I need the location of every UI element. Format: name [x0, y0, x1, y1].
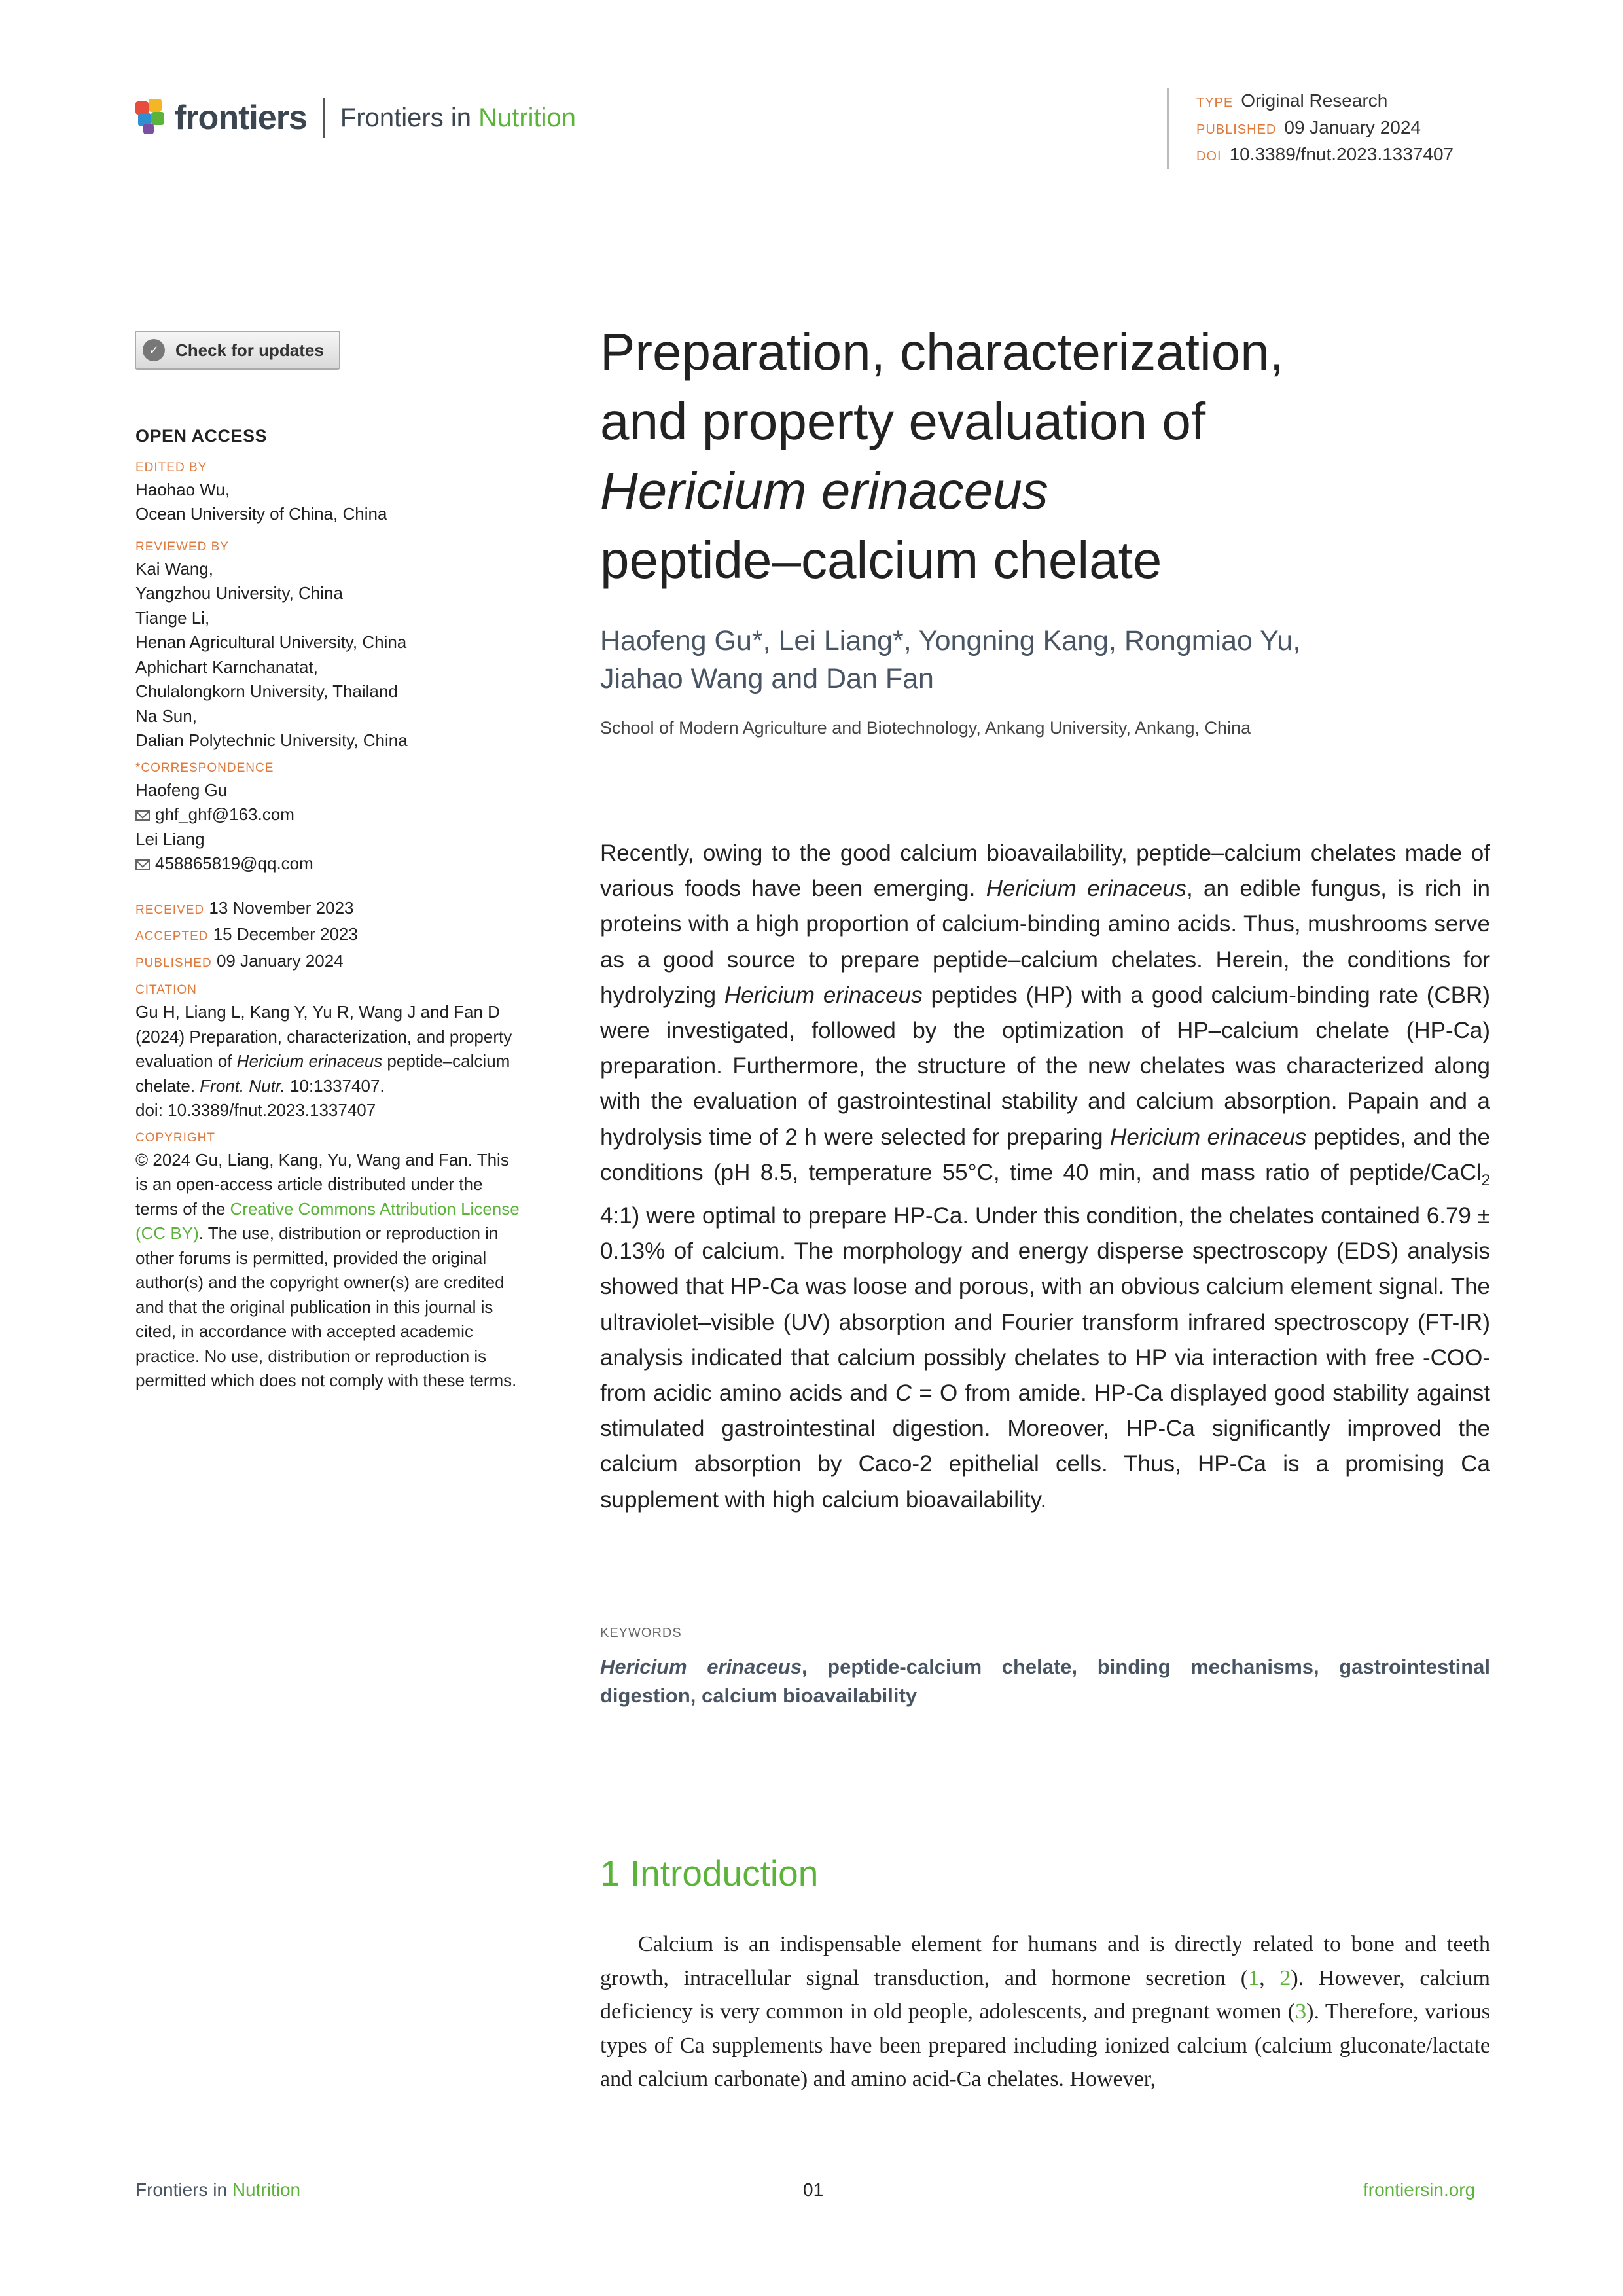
reviewer-line: Chulalongkorn University, Thailand [135, 681, 398, 701]
journal-logo [135, 98, 576, 137]
journal-name: Frontiers in Nutrition [340, 103, 577, 132]
reviewed-by-label: REVIEWED BY [135, 539, 229, 554]
copyright-label: COPYRIGHT [135, 1130, 215, 1145]
keywords: Hericium erinaceus, peptide-calcium chelate, binding mechanisms, gastrointestinal digestion, calcium bioavailability [600, 1655, 1490, 1707]
affiliation: School of Modern Agriculture and Biotechnology, Ankang University, Ankang, China [600, 718, 1251, 738]
check-updates-label: Check for updates [175, 340, 324, 360]
footer-site-link[interactable]: frontiersin.org [1363, 2179, 1476, 2200]
citation-link[interactable]: 3 [1295, 2000, 1307, 2024]
reviewer-line: Na Sun, [135, 706, 197, 726]
frontiers-logo-icon [135, 99, 168, 137]
cc-license-link[interactable]: Creative Commons Attribution License (CC BY) [135, 1198, 520, 1243]
copyright-text: © 2024 Gu, Liang, Kang, Yu, Wang and Fan. This is an open-access article distributed under the terms of the Creative Commons Attribution License (CC BY). The use, distribution or reproduction in other forums is permitted, provided the original author(s) and the copyright owner(s) are credited and that the original publication in this journal is cited, in accordance with accepted academic practice. No use, distribution or reproduction is permitted which does not comply with these terms. [135, 1149, 520, 1390]
sidebar-info [135, 424, 522, 1393]
correspondent-name: Lei Liang [135, 829, 205, 849]
reviewer-line: Kai Wang, [135, 558, 213, 579]
article-meta [1167, 88, 1454, 169]
citation-link[interactable]: 2 [1279, 1965, 1291, 1990]
mail-icon [135, 859, 150, 870]
logo-wordmark: frontiers [175, 99, 307, 137]
reviewer-line: Yangzhou University, China [135, 583, 343, 603]
correspondent-email[interactable]: 458865819@qq.com [135, 852, 522, 876]
meta-doi: DOI 10.3389/fnut.2023.1337407 [1196, 144, 1454, 164]
date-accepted: ACCEPTED 15 December 2023 [135, 924, 358, 944]
section-heading: 1 Introduction [600, 1853, 819, 1893]
edited-by-label: EDITED BY [135, 460, 207, 475]
correspondence-label: *CORRESPONDENCE [135, 761, 274, 775]
update-check-icon: ✓ [143, 339, 165, 361]
page-number: 01 [803, 2179, 824, 2200]
keywords-label: KEYWORDS [600, 1626, 682, 1640]
reviewer-line: Dalian Polytechnic University, China [135, 730, 408, 750]
meta-type: TYPE Original Research [1196, 90, 1388, 111]
check-updates-button[interactable] [135, 331, 340, 370]
logo-divider [323, 98, 325, 138]
date-received: RECEIVED 13 November 2023 [135, 897, 354, 918]
article-title: Preparation, characterization, and property evaluation of Hericium erinaceus peptide–calcium chelate [600, 323, 1284, 589]
author-list: Haofeng Gu*, Lei Liang*, Yongning Kang, Rongmiao Yu, Jiahao Wang and Dan Fan [600, 625, 1301, 694]
reviewer-line: Henan Agricultural University, China [135, 632, 407, 652]
footer-journal: Frontiers in Nutrition [135, 2179, 301, 2200]
editor-name: Haohao Wu, [135, 479, 230, 499]
open-access-label: OPEN ACCESS [135, 426, 268, 446]
abstract: Recently, owing to the good calcium bioavailability, peptide–calcium chelates made of various foods have been emerging. Hericium erinaceus, an edible fungus, is rich in proteins with a high proportion of calcium-binding amino acids. Thus, mushrooms serve as a good source to prepare peptide–calcium chelates. Herein, the conditions for hydrolyzing Hericium erinaceus peptides (HP) with a good calcium-binding rate (CBR) were investigated, followed by the optimization of HP–calcium chelate (HP-Ca) preparation. Furthermore, the structure of the new chelates was characterized along with the evaluation of gastrointestinal stability and calcium absorption. Papain and a hydrolysis time of 2 h were selected for preparing Hericium erinaceus peptides, and the conditions (pH 8.5, temperature 55°C, time 40 min, and mass ratio of peptide/CaCl$_2$ 4:1) were optimal to prepare HP-Ca. Under this condition, the chelates contained 6.79 ± 0.13% of calcium. The morphology and energy disperse spectroscopy (EDS) analysis showed that HP-Ca was loose and porous, with an obvious calcium element signal. The ultraviolet–visible (UV) absorption and Fourier transform infrared spectroscopy (FT-IR) analysis indicated that calcium possibly chelates to HP via interaction with free -COO- from acidic amino acids and C = O from amide. HP-Ca displayed good stability against stimulated gastrointestinal digestion. Moreover, HP-Ca significantly improved the calcium absorption by Caco-2 epithelial cells. Thus, HP-Ca is a promising Ca supplement with high calcium bioavailability. [600, 840, 1490, 1513]
editor-affiliation: Ocean University of China, China [135, 504, 387, 524]
correspondent-email[interactable]: ghf_ghf@163.com [135, 802, 522, 827]
citation-link[interactable]: 1 [1248, 1965, 1260, 1990]
mail-icon [135, 810, 150, 821]
intro-paragraph: Calcium is an indispensable element for humans and is directly related to bone and teeth growth, intracellular signal transduction, and hormone secretion (1, 2). However, calcium deficiency is very common in old people, adolescents, and pregnant women (3). Therefore, various types of Ca supplements have been prepared including ionized calcium (calcium gluconate/lactate and calcium carbonate) and amino acid-Ca chelates. However, [600, 1932, 1491, 2091]
correspondent-name: Haofeng Gu [135, 780, 228, 800]
citation-label: CITATION [135, 983, 197, 997]
citation-text: Gu H, Liang L, Kang Y, Yu R, Wang J and Fan D (2024) Preparation, characterization, and property evaluation of Hericium erinaceus peptide–calcium chelate. Front. Nutr. 10:1337407. doi: 10.3389/fnut.2023.1337407 [135, 1002, 512, 1120]
date-published: PUBLISHED 09 January 2024 [135, 950, 344, 971]
reviewer-line: Tiange Li, [135, 607, 210, 628]
reviewer-line: Aphichart Karnchanatat, [135, 656, 318, 677]
meta-published: PUBLISHED 09 January 2024 [1196, 117, 1421, 137]
